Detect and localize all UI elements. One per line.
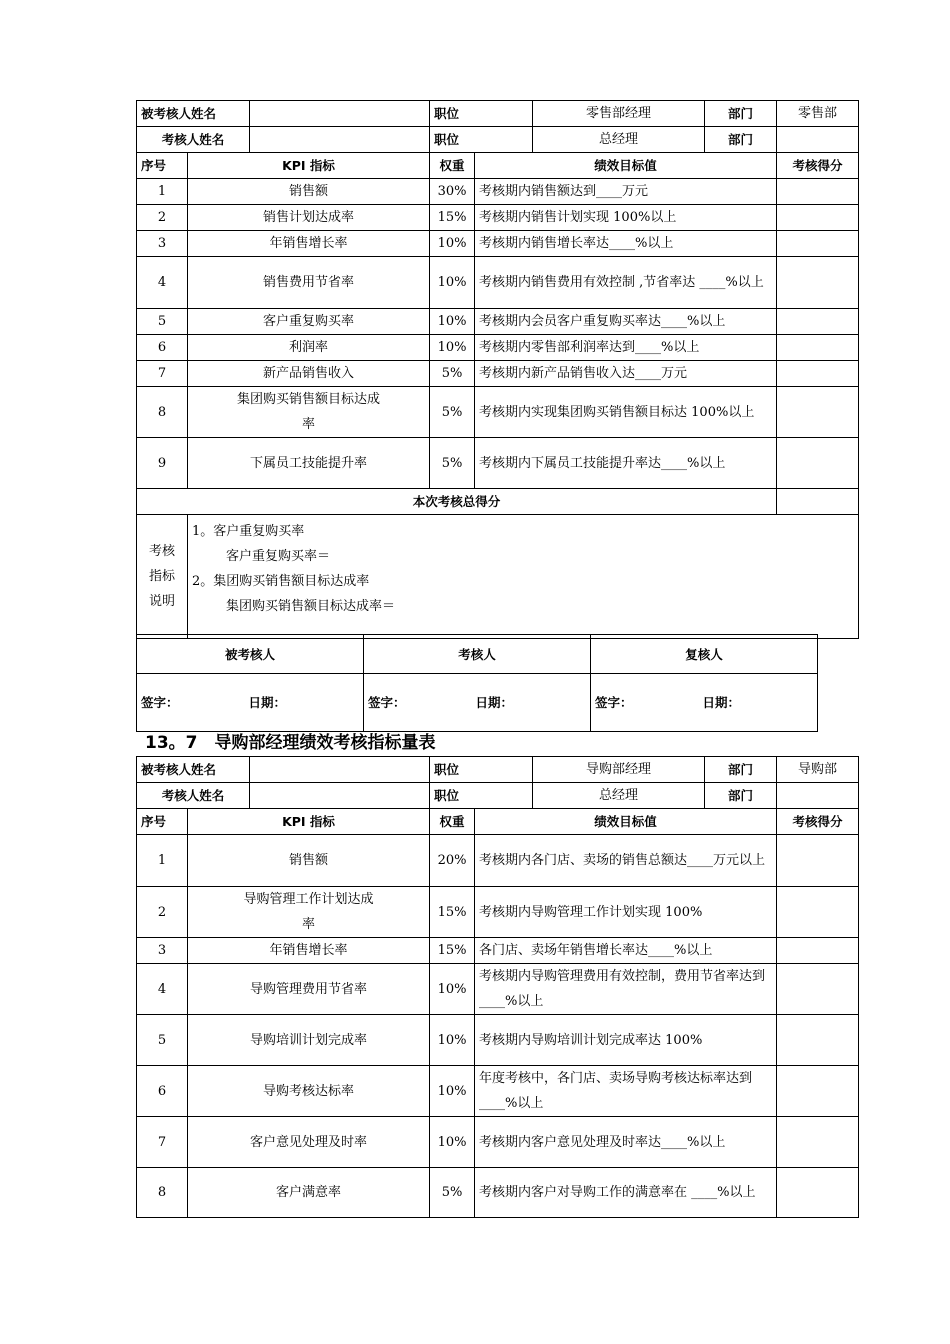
- section-title: 13。7 导购部经理绩效考核指标量表: [145, 733, 436, 753]
- row-kpi: 客户满意率: [188, 1168, 430, 1218]
- table-row: [137, 887, 859, 938]
- assessor-department-value[interactable]: [777, 127, 859, 153]
- row-no: 5: [137, 1015, 188, 1066]
- assessor-department-value[interactable]: [777, 783, 859, 809]
- col-header-weight: 权重: [430, 153, 475, 179]
- table-row: [137, 938, 859, 964]
- row-score[interactable]: [777, 1117, 859, 1168]
- row-no: 1: [137, 835, 188, 887]
- assessee-signature-header: 被考核人: [137, 635, 364, 674]
- table-row: [137, 387, 859, 438]
- table-row: [137, 179, 859, 205]
- table-row: [137, 335, 859, 361]
- row-weight: 10%: [430, 1117, 475, 1168]
- guide-manager-kpi-table: [136, 756, 859, 1218]
- date-label: 日期：: [248, 695, 287, 710]
- row-score[interactable]: [777, 887, 859, 938]
- col-header-kpi: KPI 指标: [188, 153, 430, 179]
- row-no: 8: [137, 1168, 188, 1218]
- row-score[interactable]: [777, 309, 859, 335]
- note-item: 客户重复购买率＝: [226, 549, 331, 564]
- row-target: 年度考核中，各门店、卖场导购考核达标率达到____%以上: [475, 1066, 777, 1117]
- row-target: 考核期内销售费用有效控制 ,节省率达 ____%以上: [475, 257, 777, 309]
- row-kpi: 导购培训计划完成率: [188, 1015, 430, 1066]
- note-item: 1。客户重复购买率: [192, 524, 305, 539]
- assessee-name-label: 被考核人姓名: [137, 101, 250, 127]
- row-weight: 5%: [430, 361, 475, 387]
- col-header-weight: 权重: [430, 809, 475, 835]
- row-score[interactable]: [777, 361, 859, 387]
- date-label: 日期：: [702, 695, 741, 710]
- row-no: 1: [137, 179, 188, 205]
- assessee-name-value[interactable]: [250, 757, 430, 783]
- row-kpi: 导购管理费用节省率: [188, 964, 430, 1015]
- col-header-no: 序号: [137, 809, 188, 835]
- assessor-position-value: 总经理: [533, 783, 705, 809]
- table-row: [137, 231, 859, 257]
- row-target: 考核期内新产品销售收入达____万元: [475, 361, 777, 387]
- col-header-no: 序号: [137, 153, 188, 179]
- assessor-name-label: 考核人姓名: [137, 783, 250, 809]
- row-no: 9: [137, 438, 188, 489]
- row-kpi: 导购管理工作计划达成率: [188, 887, 430, 938]
- row-no: 3: [137, 938, 188, 964]
- col-header-target: 绩效目标值: [475, 153, 777, 179]
- notes-label: 考核指标说明: [137, 515, 188, 639]
- row-kpi: 销售计划达成率: [188, 205, 430, 231]
- table-row: [137, 1117, 859, 1168]
- assessee-name-label: 被考核人姓名: [137, 757, 250, 783]
- row-no: 4: [137, 257, 188, 309]
- col-header-score: 考核得分: [777, 809, 859, 835]
- row-target: 考核期内销售额达到____万元: [475, 179, 777, 205]
- row-no: 8: [137, 387, 188, 438]
- notes-content: [188, 515, 859, 639]
- row-score[interactable]: [777, 257, 859, 309]
- row-kpi: 利润率: [188, 335, 430, 361]
- row-weight: 10%: [430, 1015, 475, 1066]
- row-weight: 15%: [430, 205, 475, 231]
- row-kpi: 销售额: [188, 179, 430, 205]
- row-weight: 10%: [430, 231, 475, 257]
- row-weight: 10%: [430, 335, 475, 361]
- note-item: 集团购买销售额目标达成率＝: [226, 599, 396, 614]
- row-no: 6: [137, 335, 188, 361]
- assessor-name-value[interactable]: [250, 127, 430, 153]
- table-row: [137, 1066, 859, 1117]
- row-weight: 5%: [430, 387, 475, 438]
- row-kpi: 客户重复购买率: [188, 309, 430, 335]
- row-target: 考核期内销售增长率达____%以上: [475, 231, 777, 257]
- table-row: [137, 257, 859, 309]
- row-score[interactable]: [777, 1168, 859, 1218]
- row-target: 考核期内客户对导购工作的满意率在 ____%以上: [475, 1168, 777, 1218]
- assessor-position-value: 总经理: [533, 127, 705, 153]
- row-target: 考核期内导购培训计划完成率达 100%: [475, 1015, 777, 1066]
- department-label: 部门: [705, 757, 777, 783]
- department-label: 部门: [705, 101, 777, 127]
- table-row: [137, 1168, 859, 1218]
- date-label: 日期：: [475, 695, 514, 710]
- row-target: 考核期内会员客户重复购买率达____%以上: [475, 309, 777, 335]
- assessee-department-value: 零售部: [777, 101, 859, 127]
- table-row: [137, 438, 859, 489]
- row-score[interactable]: [777, 387, 859, 438]
- row-no: 2: [137, 887, 188, 938]
- total-score-value[interactable]: [777, 489, 859, 515]
- row-score[interactable]: [777, 205, 859, 231]
- row-no: 7: [137, 1117, 188, 1168]
- position-label: 职位: [430, 101, 533, 127]
- department-label: 部门: [705, 783, 777, 809]
- sign-label: 签字：: [141, 695, 179, 710]
- row-target: 考核期内导购管理工作计划实现 100%: [475, 887, 777, 938]
- col-header-score: 考核得分: [777, 153, 859, 179]
- row-kpi: 下属员工技能提升率: [188, 438, 430, 489]
- row-score[interactable]: [777, 438, 859, 489]
- signature-table: [136, 634, 818, 732]
- row-score[interactable]: [777, 335, 859, 361]
- table-row: [137, 309, 859, 335]
- note-item: 2。集团购买销售额目标达成率: [192, 574, 370, 589]
- assessor-name-label: 考核人姓名: [137, 127, 250, 153]
- row-kpi: 新产品销售收入: [188, 361, 430, 387]
- assessee-signature-field[interactable]: [137, 674, 364, 732]
- table-row: [137, 361, 859, 387]
- row-score[interactable]: [777, 231, 859, 257]
- row-weight: 10%: [430, 1066, 475, 1117]
- position-label: 职位: [430, 757, 533, 783]
- row-kpi: 导购考核达标率: [188, 1066, 430, 1117]
- reviewer-signature-field[interactable]: [591, 674, 818, 732]
- total-score-label: 本次考核总得分: [137, 489, 777, 515]
- row-kpi: 销售费用节省率: [188, 257, 430, 309]
- table-row: [137, 835, 859, 887]
- row-score[interactable]: [777, 1066, 859, 1117]
- row-weight: 10%: [430, 964, 475, 1015]
- row-kpi: 客户意见处理及时率: [188, 1117, 430, 1168]
- row-kpi: 销售额: [188, 835, 430, 887]
- sign-label: 签字：: [368, 695, 406, 710]
- position-label: 职位: [430, 783, 533, 809]
- row-target: 各门店、卖场年销售增长率达____%以上: [475, 938, 777, 964]
- department-label: 部门: [705, 127, 777, 153]
- row-kpi: 年销售增长率: [188, 938, 430, 964]
- row-kpi: 年销售增长率: [188, 231, 430, 257]
- assessor-signature-field[interactable]: [364, 674, 591, 732]
- col-header-kpi: KPI 指标: [188, 809, 430, 835]
- row-weight: 5%: [430, 438, 475, 489]
- row-target: 考核期内销售计划实现 100%以上: [475, 205, 777, 231]
- row-score[interactable]: [777, 179, 859, 205]
- row-target: 考核期内导购管理费用有效控制，费用节省率达到____%以上: [475, 964, 777, 1015]
- row-score[interactable]: [777, 835, 859, 887]
- row-target: 考核期内各门店、卖场的销售总额达____万元以上: [475, 835, 777, 887]
- row-score[interactable]: [777, 964, 859, 1015]
- assessor-name-value[interactable]: [250, 783, 430, 809]
- row-weight: 10%: [430, 309, 475, 335]
- table-row: [137, 205, 859, 231]
- row-target: 考核期内零售部利润率达到____%以上: [475, 335, 777, 361]
- assessee-department-value: 导购部: [777, 757, 859, 783]
- row-target: 考核期内客户意见处理及时率达____%以上: [475, 1117, 777, 1168]
- assessee-position-value: 导购部经理: [533, 757, 705, 783]
- row-target: 考核期内实现集团购买销售额目标达 100%以上: [475, 387, 777, 438]
- row-weight: 20%: [430, 835, 475, 887]
- assessee-position-value: 零售部经理: [533, 101, 705, 127]
- table-row: [137, 1015, 859, 1066]
- row-kpi: 集团购买销售额目标达成率: [188, 387, 430, 438]
- position-label: 职位: [430, 127, 533, 153]
- row-weight: 5%: [430, 1168, 475, 1218]
- row-score[interactable]: [777, 938, 859, 964]
- row-target: 考核期内下属员工技能提升率达____%以上: [475, 438, 777, 489]
- col-header-target: 绩效目标值: [475, 809, 777, 835]
- table-row: [137, 964, 859, 1015]
- assessor-signature-header: 考核人: [364, 635, 591, 674]
- row-weight: 10%: [430, 257, 475, 309]
- sign-label: 签字：: [595, 695, 633, 710]
- row-no: 4: [137, 964, 188, 1015]
- row-no: 2: [137, 205, 188, 231]
- row-no: 7: [137, 361, 188, 387]
- row-no: 5: [137, 309, 188, 335]
- retail-manager-kpi-table: [136, 100, 859, 639]
- row-weight: 30%: [430, 179, 475, 205]
- row-no: 6: [137, 1066, 188, 1117]
- row-score[interactable]: [777, 1015, 859, 1066]
- row-weight: 15%: [430, 938, 475, 964]
- reviewer-signature-header: 复核人: [591, 635, 818, 674]
- assessee-name-value[interactable]: [250, 101, 430, 127]
- row-weight: 15%: [430, 887, 475, 938]
- row-no: 3: [137, 231, 188, 257]
